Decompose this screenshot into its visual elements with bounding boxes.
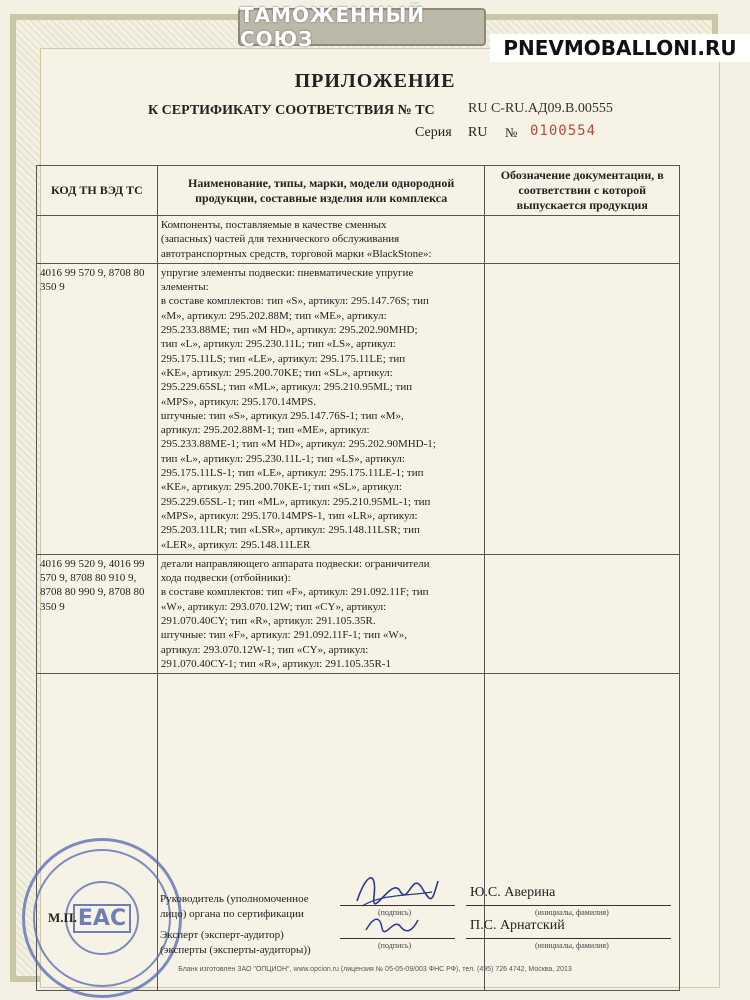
description-line: 295.175.11LS; тип «LE», артикул: 295.175.11LE; тип <box>160 352 406 365</box>
description-line: «M», артикул: 295.202.88M; тип «ME», артикул: <box>160 309 387 322</box>
cell-documentation <box>485 554 680 673</box>
description-line: автотранспортных средств, торговой марки «BlackStone»: <box>160 247 432 260</box>
table-row <box>37 263 680 554</box>
name-caption: (инициалы, фамилия) <box>535 908 609 917</box>
eac-emblem-icon: ЕАС <box>73 904 131 933</box>
series-value: RU <box>468 125 488 140</box>
cell-description <box>157 263 485 554</box>
description-line: «KE», артикул: 295.200.70KE-1; тип «SL», артикул: <box>160 481 402 494</box>
description-line: штучные: тип «F», артикул: 291.092.11F-1; тип «W», <box>160 629 407 642</box>
certification-stamp <box>22 838 182 998</box>
description-line: 295.203.11LR; тип «LSR», артикул: 295.148.11LSR; тип <box>160 524 420 537</box>
signature-line <box>340 905 455 906</box>
name-line <box>466 938 671 939</box>
cell-code: 4016 99 520 9, 4016 99 570 9, 8708 80 910 9, 8708 80 990 9, 8708 80 350 9 <box>37 554 158 673</box>
description-line: артикул: 293.070.12W-1; тип «CY», артикул: <box>160 643 369 656</box>
name-line <box>466 905 671 906</box>
cell-code: 4016 99 570 9, 8708 80 350 9 <box>37 263 158 554</box>
role-line: Эксперт (эксперт-аудитор) <box>160 929 284 941</box>
description-line: Компоненты, поставляемые в качестве сменных <box>160 219 387 231</box>
description-line: 295.229.65SL-1; тип «ML», артикул: 295.210.95ML-1; тип <box>160 495 431 508</box>
description-line: 295.229.65SL; тип «ML», артикул: 295.210.95ML; тип <box>160 381 413 394</box>
signature-caption: (подпись) <box>378 941 412 950</box>
description-line: «KE», артикул: 295.200.70KE; тип «SL», артикул: <box>160 366 393 379</box>
table-row <box>37 216 680 264</box>
blank-serial-number: 0100554 <box>530 123 597 139</box>
customs-union-banner <box>238 3 486 51</box>
cell-code <box>37 216 158 264</box>
description-line: детали направляющего аппарата подвески: ограничители <box>160 557 430 570</box>
description-line: упругие элементы подвески: пневматические упругие <box>160 266 414 279</box>
expert-role-label <box>160 928 311 958</box>
expert-name: П.С. Арнатский <box>470 918 565 933</box>
description-line: «MPS», артикул: 295.170.14MPS-1, тип «LR», артикул: <box>160 509 418 522</box>
table-header-row <box>37 166 680 216</box>
site-watermark: PNEVMOBALLONI.RU <box>490 34 750 62</box>
certificate-number: RU C-RU.АД09.В.00555 <box>468 101 613 116</box>
blank-number-label: № <box>505 125 518 140</box>
cell-documentation <box>485 216 680 264</box>
description-line: «LER», артикул: 295.148.11LER <box>160 538 311 551</box>
cell-description <box>157 216 485 264</box>
print-footer: Бланк изготовлен ЗАО "ОПЦИОН", www.opcion.ru (лицензия № 05-05-09/003 ФНС РФ), тел. (495) 726 4742, Москва, 2013 <box>178 966 572 973</box>
description-line: тип «L», артикул: 295.230.11L; тип «LS», артикул: <box>160 338 396 351</box>
description-line: 295.175.11LS-1; тип «LE», артикул: 295.175.11LE-1; тип <box>160 467 424 480</box>
description-line: 291.070.40CY-1; тип «R», артикул: 291.105.35R-1 <box>160 657 391 670</box>
description-line: хода подвески (отбойники): <box>160 572 291 585</box>
role-line: (эксперты (эксперты-аудиторы)) <box>160 943 311 956</box>
description-line: элементы: <box>160 281 209 294</box>
role-line: лицо) органа по сертификации <box>160 907 304 920</box>
description-line: штучные: тип «S», артикул 295.147.76S-1; тип «M», <box>160 409 404 422</box>
description-line: «MPS», артикул: 295.170.14MPS. <box>160 395 317 408</box>
description-line: 291.070.40CY; тип «R», артикул: 291.105.35R. <box>160 615 376 628</box>
seal-place-label: М.П. <box>48 910 77 925</box>
signature-line <box>340 938 455 939</box>
banner-text: ТАМОЖЕННЫЙ СОЮЗ <box>240 3 426 51</box>
description-line: в составе комплектов: тип «S», артикул: 295.147.76S; тип <box>160 295 429 308</box>
cell-documentation <box>485 263 680 554</box>
description-line: в составе комплектов: тип «F», артикул: 291.092.11F; тип <box>160 586 429 599</box>
table-row <box>37 554 680 673</box>
page-title: ПРИЛОЖЕНИЕ <box>294 70 456 92</box>
description-line: 295.233.88ME-1; тип «M HD», артикул: 295.202.90MHD-1; <box>160 438 436 451</box>
head-name: Ю.С. Аверина <box>470 885 556 900</box>
description-line: 295.233.88ME; тип «M HD», артикул: 295.202.90MHD; <box>160 324 418 337</box>
header-documentation: Обозначение документации, в соответствии с которой выпускается продукция <box>485 166 680 216</box>
role-line: Руководитель (уполномоченное <box>160 893 309 905</box>
name-caption: (инициалы, фамилия) <box>535 941 609 950</box>
description-line: (запасных) частей для технического обслуживания <box>160 233 400 246</box>
cell-description <box>157 554 485 673</box>
description-line: тип «L», артикул: 295.230.11L-1; тип «LS», артикул: <box>160 452 405 465</box>
series-label: Серия <box>415 125 452 140</box>
description-line: «W», артикул: 293.070.12W; тип «CY», артикул: <box>160 600 387 613</box>
description-line: артикул: 295.202.88M-1; тип «ME», артикул: <box>160 424 370 437</box>
header-hs-code: КОД ТН ВЭД ТС <box>37 166 158 216</box>
head-role-label <box>160 892 309 922</box>
certificate-subtitle: К СЕРТИФИКАТУ СООТВЕТСТВИЯ № ТС <box>148 103 435 118</box>
header-product-name: Наименование, типы, марки, модели однородной продукции, составные изделия или комплекса <box>157 166 485 216</box>
signature-caption: (подпись) <box>378 908 412 917</box>
